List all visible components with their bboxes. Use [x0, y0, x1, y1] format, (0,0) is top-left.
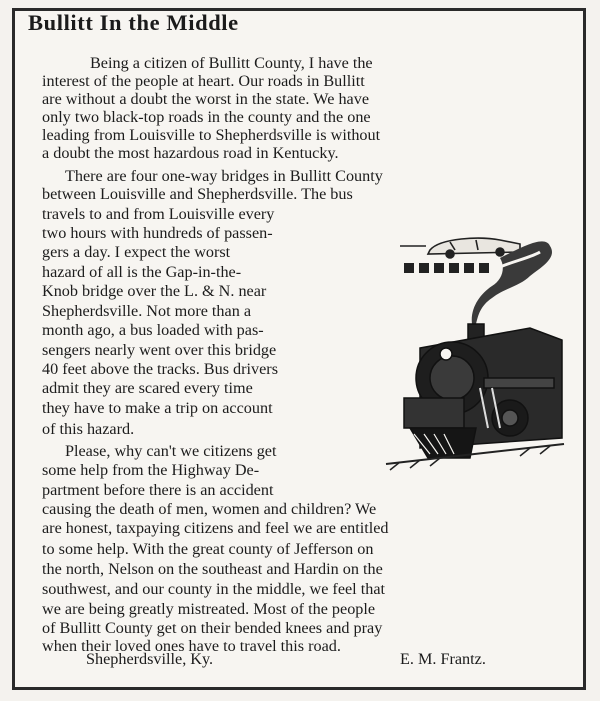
smoke: [472, 241, 552, 324]
locomotive-illustration: [380, 228, 566, 472]
article-line: we are being greatly mistreated. Most of the people: [42, 600, 376, 618]
article-line: sengers nearly went over this bridge: [42, 341, 277, 359]
article-line: to some help. With the great county of Jefferson on: [42, 540, 374, 558]
article-line: admit they are scared every time: [42, 379, 253, 397]
article-line: causing the death of men, women and children? We: [42, 500, 377, 518]
article-line: when their loved ones have to travel this road.: [42, 637, 341, 655]
article-line: of this hazard.: [42, 420, 135, 438]
bridge-windows: [404, 263, 489, 273]
article-line: month ago, a bus loaded with pas-: [42, 321, 264, 339]
article-line: partment before there is an accident: [42, 481, 274, 499]
article-line: only two black-top roads in the county and the one: [42, 108, 371, 126]
article-line: Please, why can't we citizens get: [65, 442, 277, 460]
article-line: two hours with hundreds of passen-: [42, 224, 273, 242]
article-line: of Bullitt County get on their bended knees and pray: [42, 619, 383, 637]
article-line: southwest, and our county in the middle, we feel that: [42, 580, 386, 598]
article-title: Bullitt In the Middle: [28, 10, 239, 35]
locomotive: [404, 324, 562, 458]
article-line: There are four one-way bridges in Bullitt County: [65, 167, 383, 185]
article-line: Knob bridge over the L. & N. near: [42, 282, 267, 300]
article-line: gers a day. I expect the worst: [42, 243, 231, 261]
article-line: Shepherdsville. Not more than a: [42, 302, 252, 320]
article-line: Being a citizen of Bullitt County, I have the: [90, 54, 373, 72]
article-line: leading from Louisville to Shepherdsville is without: [42, 126, 381, 144]
article-line: some help from the Highway De-: [42, 461, 260, 479]
car-icon: [400, 238, 520, 258]
article-line: a doubt the most hazardous road in Kentucky.: [42, 144, 339, 162]
article-line: are without a doubt the worst in the state. We have: [42, 90, 370, 108]
article-line: interest of the people at heart. Our roads in Bullitt: [42, 72, 365, 90]
article-line: hazard of all is the Gap-in-the-: [42, 263, 242, 281]
article-line: between Louisville and Shepherdsville. The bus: [42, 185, 353, 203]
article-line: are honest, taxpaying citizens and feel we are entitled: [42, 519, 389, 537]
article-line: travels to and from Louisville every: [42, 205, 275, 223]
signature-place: Shepherdsville, Ky.: [86, 650, 214, 668]
article-line: 40 feet above the tracks. Bus drivers: [42, 360, 278, 378]
article-line: they have to make a trip on account: [42, 399, 273, 417]
article-line: the north, Nelson on the southeast and Hardin on the: [42, 560, 383, 578]
signature-name: E. M. Frantz.: [400, 650, 486, 668]
